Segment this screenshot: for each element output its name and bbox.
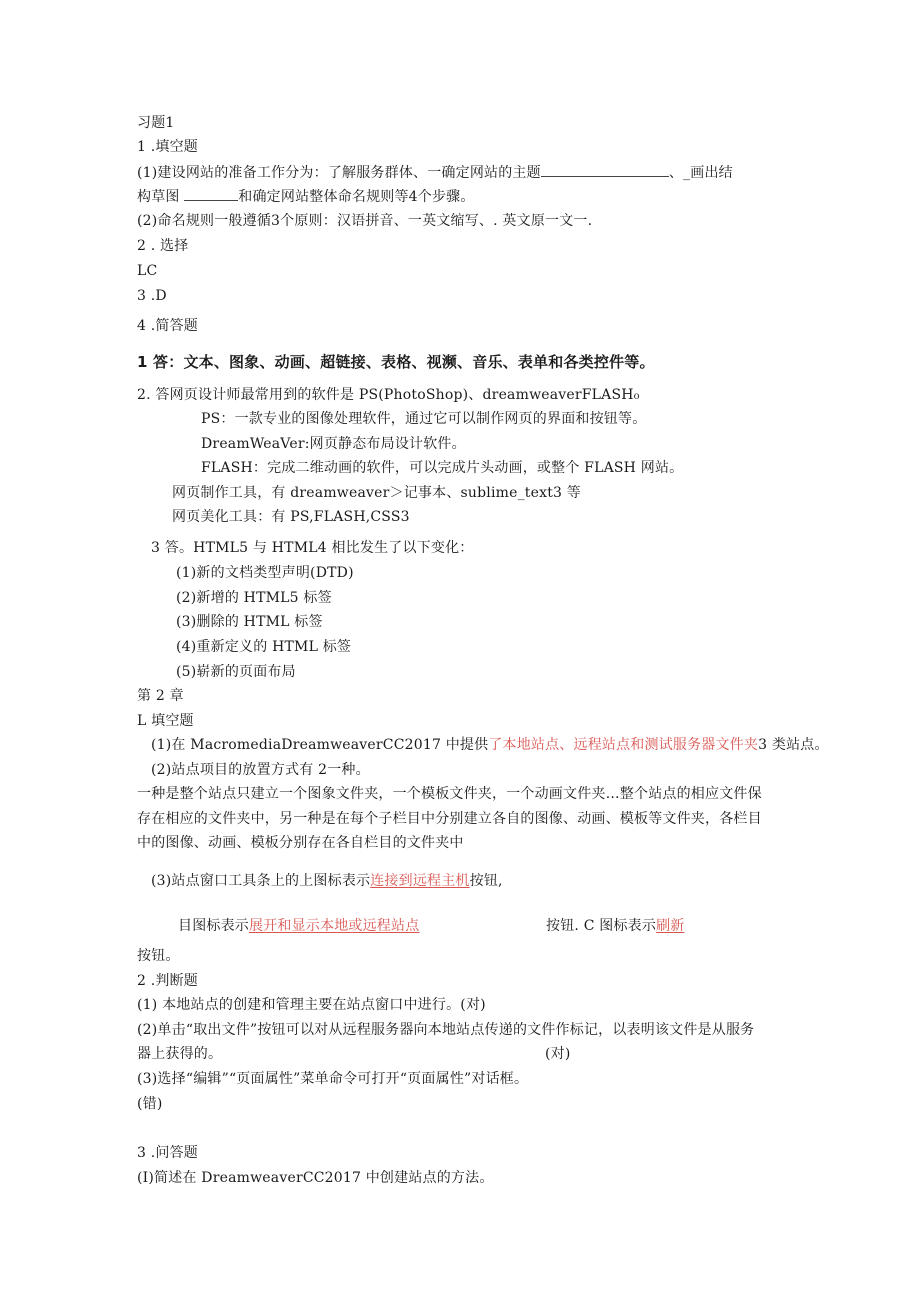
fill-blank-q1-line2 — [137, 187, 475, 206]
chapter2-q1-answer: 了本地站点、远程站点和测试服务器文件夹 — [488, 737, 759, 753]
short-answer-heading: 4 .简答题 — [137, 318, 199, 334]
judge-q3: (3)选择“编辑”“页面属性”菜单命令可打开“页面属性”对话框。 — [137, 1071, 529, 1087]
html5-change-item: (2)新增的 HTML5 标签 — [176, 590, 332, 606]
qa-q1: (I)简述在 DreamweaverCC2017 中创建站点的方法。 — [137, 1170, 494, 1186]
chapter2-para-line: 一种是整个站点只建立一个图象文件夹，一个模板文件夹，一个动画文件夹…整个站点的相应文件保 — [137, 786, 762, 802]
html5-change-item: (3)删除的 HTML 标签 — [176, 614, 323, 630]
expand-site-answer: 展开和显示本地或远程站点 — [249, 918, 420, 934]
answer-tools: 网页制作工具，有 dreamweaver＞记事本、sublime_text3 等 — [172, 485, 581, 501]
connect-remote-host-answer: 连接到远程主机 — [370, 873, 470, 889]
q1-prefix: (1)建设网站的准备工作分为：了解服务群体、一确定网站的主题 — [137, 165, 541, 181]
chapter2-q3-suffix: 按钮, — [469, 873, 503, 889]
html5-change-item: (1)新的文档类型声明(DTD) — [176, 565, 354, 581]
answer-blank — [541, 163, 669, 177]
chapter2-q3-prefix: (3)站点窗口工具条上的上图标表示 — [151, 873, 371, 889]
judge-q2-line2: 器上获得的。 — [137, 1046, 223, 1062]
judge-heading: 2 .判断题 — [137, 973, 199, 989]
q1-line2-suffix: 和确定网站整体命名规则等4个步骤。 — [238, 189, 475, 205]
chapter2-para-line: 存在相应的文件夹中，另一种是在每个子栏目中分别建立各自的图像、动画、模板等文件夹，各栏目 — [137, 811, 762, 827]
answer-blank — [184, 187, 238, 201]
fill-blank-q2: (2)命名规则一般遵循3个原则：汉语拼音、一英文缩写、. 英文原一文一. — [137, 213, 593, 229]
chapter2-q3b-prefix: 目图标表示 — [178, 918, 249, 934]
chapter2-para-line: 中的图像、动画、模板分别存在各自栏目的文件夹中 — [137, 835, 464, 851]
judge-q1: (1) 本地站点的创建和管理主要在站点窗口中进行。(对) — [137, 997, 486, 1013]
exercise-title: 习题1 — [137, 115, 175, 131]
q1-mid: 、_画出结 — [668, 165, 733, 181]
answer-flash: FLASH：完成二维动画的软件，可以完成片头动画，或整个 FLASH 网站。 — [201, 460, 684, 476]
chapter2-q3c-prefix: 按钮. C 图标表示 — [546, 918, 657, 934]
chapter2-title: 第 2 章 — [137, 688, 184, 704]
chapter2-q3c — [546, 917, 684, 935]
q1-line2-prefix: 构草图 — [137, 189, 180, 205]
judge-q2-line1: (2)单击“取出文件”按钮可以对从远程服务器向本地站点传递的文件作标记，以表明该文件是从服务 — [137, 1022, 755, 1038]
answer-ps: PS：一款专业的图像处理软件，通过它可以制作网页的界面和按钮等。 — [201, 411, 647, 427]
short-answer-1: 1 答：文本、图象、动画、超链接、表格、视濒、音乐、表单和各类控件等。 — [137, 353, 655, 371]
html5-change-item: (4)重新定义的 HTML 标签 — [176, 639, 352, 655]
chapter2-q2: (2)站点项目的放置方式有 2一种。 — [151, 762, 370, 778]
short-answer-2: 2. 答网页设计师最常用到的软件是 PS(PhotoShop)、dreamweaverFLASH₀ — [137, 387, 640, 403]
chapter2-q1-suffix: 3 类站点。 — [758, 737, 829, 753]
chapter2-q3 — [151, 872, 503, 890]
choice-answer-1: LC — [137, 263, 158, 279]
fill-blank-q1 — [137, 163, 733, 182]
chapter2-q3b — [178, 917, 419, 935]
chapter2-q1 — [151, 736, 829, 754]
short-answer-3: 3 答。HTML5 与 HTML4 相比发生了以下变化： — [151, 540, 474, 556]
html5-change-item: (5)崭新的页面布局 — [176, 664, 296, 680]
judge-q2-answer: (对) — [545, 1046, 571, 1062]
choice-answer-2: 3 .D — [137, 288, 167, 304]
qa-heading: 3 .问答题 — [137, 1145, 199, 1161]
judge-q3-answer: (错) — [137, 1096, 163, 1112]
chapter2-q1-prefix: (1)在 MacromediaDreamweaverCC2017 中提供 — [151, 737, 489, 753]
answer-beauty-tools: 网页美化工具：有 PS,FLASH,CSS3 — [172, 509, 410, 525]
fill-blank-heading: 1 .填空题 — [137, 139, 199, 155]
answer-dreamweaver: DreamWeaVer:网页静态布局设计软件。 — [201, 436, 466, 452]
chapter2-q3-tail: 按钮。 — [137, 948, 180, 964]
refresh-answer: 刷新 — [656, 918, 685, 934]
choice-heading: 2 . 选择 — [137, 238, 189, 254]
chapter2-fill-heading: L 填空题 — [137, 713, 194, 729]
